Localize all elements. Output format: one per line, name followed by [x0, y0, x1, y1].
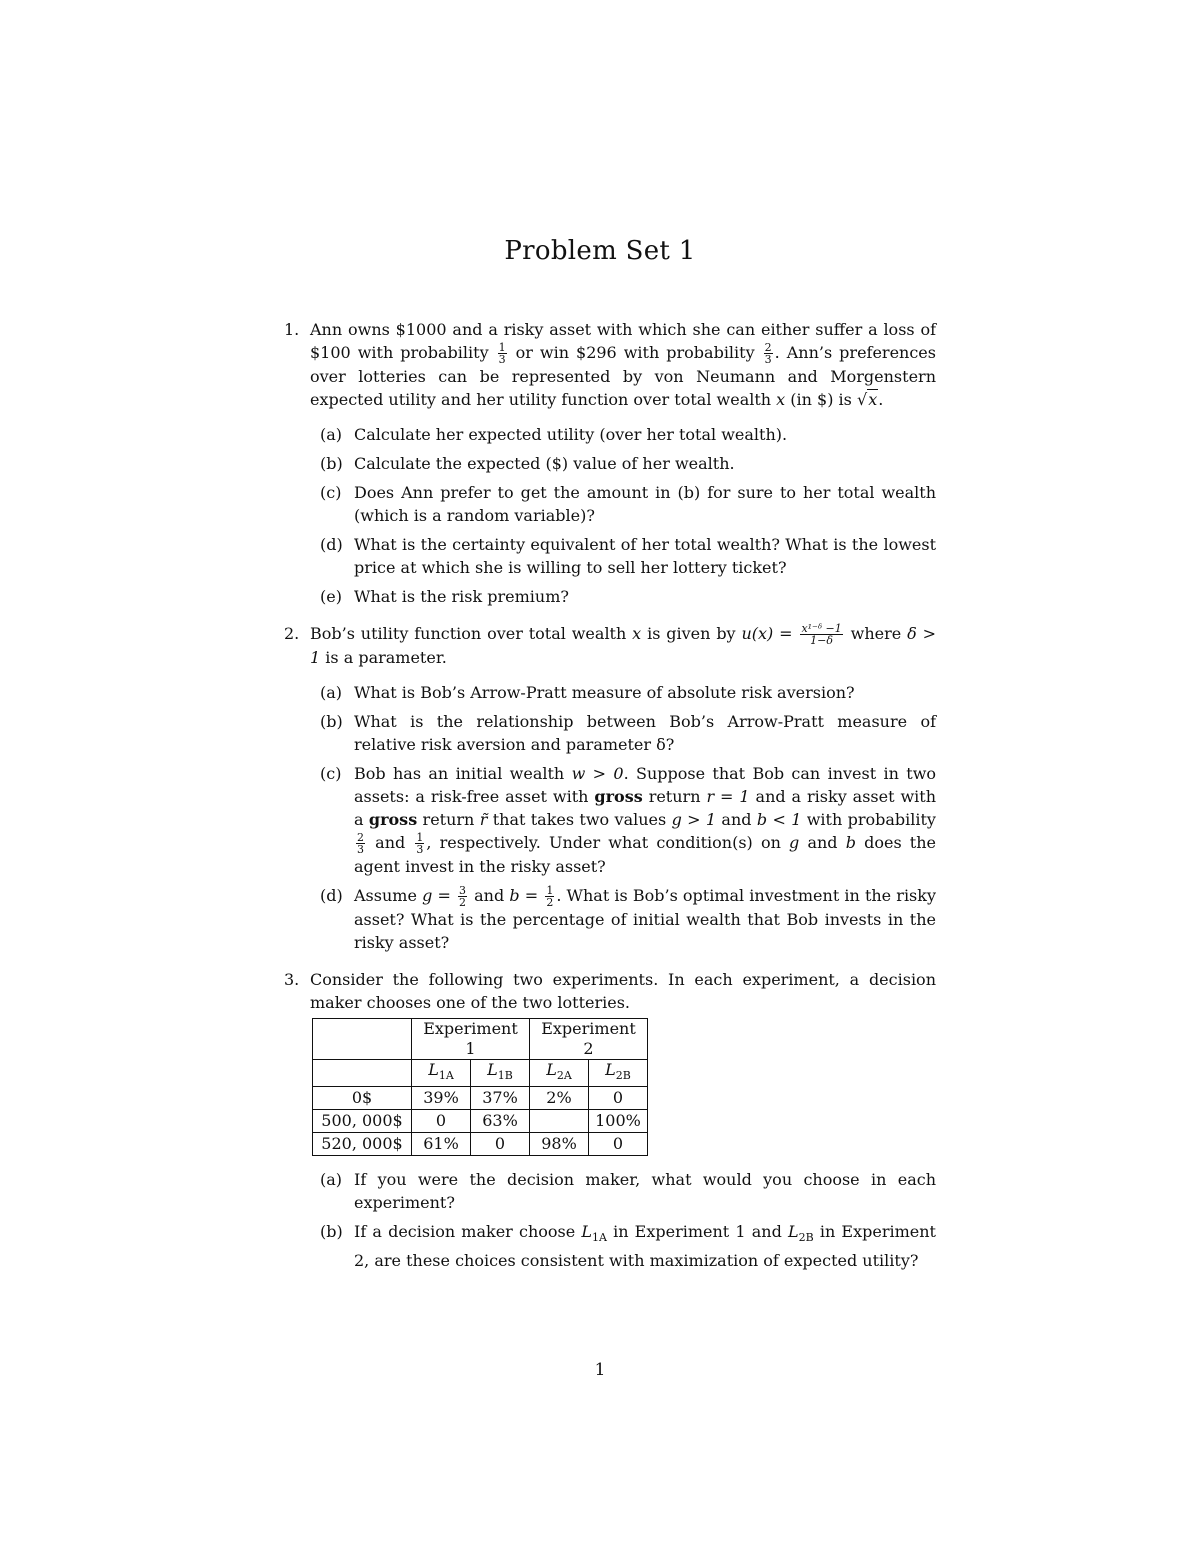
bold-term: gross [594, 787, 643, 806]
lottery-base: L [581, 1222, 592, 1242]
table-cell [530, 1110, 589, 1133]
math-expression: u(x) = [741, 624, 793, 643]
math-variable: b [845, 833, 856, 852]
table-cell: 61% [412, 1133, 471, 1156]
subquestion-text: Calculate her expected utility (over her total wealth). [354, 425, 788, 444]
math-expression: r = 1 [706, 787, 750, 806]
problem-number: 1. [284, 320, 300, 339]
table-corner-cell [313, 1060, 412, 1087]
lottery-base: L [605, 1060, 616, 1079]
table-row [313, 1110, 648, 1133]
subquestion-label: (a) [320, 683, 343, 702]
problem-number: 3. [284, 970, 300, 989]
table-cell: 37% [471, 1087, 530, 1110]
lottery-base: L [487, 1060, 498, 1079]
subquestion-list [310, 1168, 936, 1272]
table-cell: 2% [530, 1087, 589, 1110]
table-corner-cell [313, 1019, 412, 1060]
numerator: 1 [416, 831, 424, 844]
table-subheader-row [313, 1060, 648, 1087]
subquestion-text: . What is Bob’s optimal investment in the risky asset? What is the percentage of initial wealth that Bob invests in the risky asset? [354, 886, 937, 952]
math-expression: r̃ [479, 810, 488, 829]
problem-statement: Consider the following two experiments. In each experiment, a decision maker chooses one of the two lotteries. [310, 970, 936, 1012]
subquestion-text: , respectively. Under what condition(s) on [426, 833, 781, 852]
table-cell: 0 [589, 1133, 648, 1156]
square-root: √x [856, 390, 878, 409]
lottery-base: L [546, 1060, 557, 1079]
subquestion-text: Bob has an initial wealth [354, 764, 565, 783]
outcome-label: 500, 000$ [313, 1110, 412, 1133]
statement-text: where [850, 624, 902, 643]
subquestion-2c [310, 762, 936, 878]
problem-statement [310, 622, 936, 669]
subquestion-2b [310, 710, 936, 756]
outcome-label: 520, 000$ [313, 1133, 412, 1156]
table-cell: 0 [589, 1087, 648, 1110]
subquestion-1e [310, 585, 936, 608]
lottery-base: L [787, 1222, 799, 1242]
subquestion-text: Assume [354, 886, 417, 905]
statement-text: is given by [647, 624, 736, 643]
subquestion-text: If a decision maker choose [354, 1222, 576, 1242]
subquestion-text: Does Ann prefer to get the amount in (b) for sure to her total wealth (which is a random variable)? [354, 483, 936, 525]
math-expression: δ > 1 [310, 624, 936, 667]
subquestion-text: does the agent invest in the risky asset? [354, 833, 937, 876]
math-variable: x [632, 624, 642, 643]
subquestion-label: (c) [320, 483, 342, 502]
subquestion-text: with probability [806, 810, 936, 829]
subquestion-label: (e) [320, 587, 342, 606]
table-group-header: Experiment 1 [412, 1019, 530, 1060]
denominator: 1−δ [810, 634, 834, 647]
subquestion-text: Calculate the expected ($) value of her wealth. [354, 454, 735, 473]
lottery-header [589, 1060, 648, 1087]
problem-2 [284, 622, 936, 954]
subquestion-1a [310, 423, 936, 446]
subquestion-text: return [422, 810, 475, 829]
table-cell: 0 [412, 1110, 471, 1133]
subquestion-1c [310, 481, 936, 527]
statement-text: Ann owns $1000 and a risky asset with which she can either suffer a loss of $100 with probability [310, 320, 936, 362]
lottery-subscript: 2A [556, 1069, 572, 1083]
statement-text: . [878, 390, 884, 409]
subquestion-text: If you were the decision maker, what would you choose in each experiment? [354, 1170, 936, 1213]
lottery-subscript: 2B [615, 1069, 631, 1083]
subquestion-label: (b) [320, 1222, 343, 1242]
subquestion-text: in Experiment 1 and [613, 1222, 782, 1242]
math-variable: g [789, 833, 800, 852]
subquestion-label: (a) [320, 1170, 343, 1190]
table-header-row [313, 1019, 648, 1060]
subquestion-text: in Experiment 2, are these choices consistent with maximization of expected utility? [354, 1222, 936, 1271]
denominator: 2 [459, 896, 466, 909]
fraction [545, 885, 554, 908]
lottery-subscript: 2B [798, 1231, 814, 1245]
page-number: 1 [594, 1360, 606, 1380]
subquestion-text: and [807, 833, 838, 852]
math-variable: x [776, 390, 786, 409]
table-cell: 39% [412, 1087, 471, 1110]
table-cell: 0 [471, 1133, 530, 1156]
problem-3 [284, 968, 936, 1272]
subquestion-text: and [375, 833, 406, 852]
subquestion-1d [310, 533, 936, 579]
numerator: 1 [498, 341, 506, 354]
math-expression: b = [509, 886, 539, 905]
math-expression: b < 1 [756, 810, 802, 829]
table-cell: 100% [589, 1110, 648, 1133]
subquestion-text: What is the risk premium? [354, 587, 569, 606]
numerator: 1 [546, 884, 554, 897]
table-row [313, 1133, 648, 1156]
subquestion-label: (c) [320, 764, 342, 783]
subquestion-text: What is Bob’s Arrow-Pratt measure of absolute risk aversion? [354, 683, 855, 702]
subquestion-text: . Suppose that Bob can invest in two assets: a risk-free asset with [354, 764, 937, 806]
subquestion-text: that takes two values [492, 810, 667, 829]
outcome-label: 0$ [313, 1087, 412, 1110]
numerator: 2 [357, 831, 364, 844]
denominator: 3 [357, 843, 364, 856]
table-cell: 63% [471, 1110, 530, 1133]
lottery-subscript: 1A [591, 1231, 607, 1245]
fraction [415, 832, 424, 855]
subquestion-text: What is the relationship between Bob’s Arrow-Pratt measure of relative risk aversion and parameter δ? [354, 712, 936, 754]
subquestion-label: (d) [320, 886, 343, 905]
subquestion-label: (b) [320, 712, 343, 731]
problem-1 [284, 318, 936, 608]
fraction [764, 342, 773, 365]
statement-text: . Ann’s preferences over lotteries can be represented by von Neumann and Morgenstern expected utility and her utility function over total wealth [310, 343, 936, 409]
lottery-header [412, 1060, 471, 1087]
numerator: x¹⁻ᵟ −1 [801, 622, 842, 635]
subquestion-list [310, 681, 936, 954]
table-group-header: Experiment 2 [530, 1019, 648, 1060]
fraction [498, 342, 507, 365]
statement-text: (in $) is [790, 390, 852, 409]
bold-term: gross [368, 810, 418, 829]
math-expression: g = [422, 886, 451, 905]
denominator: 3 [416, 843, 424, 856]
problem-statement [310, 318, 936, 411]
subquestion-label: (b) [320, 454, 343, 473]
math-expression: w > 0 [571, 764, 624, 783]
lottery-base: L [428, 1060, 439, 1079]
subquestion-text: and [474, 886, 505, 905]
lottery-header [471, 1060, 530, 1087]
subquestion-label: (d) [320, 535, 343, 554]
subquestion-text: and a risky asset with a [354, 787, 937, 829]
math-expression: g > 1 [671, 810, 717, 829]
subquestion-text: return [648, 787, 701, 806]
statement-text: Bob’s utility function over total wealth [310, 624, 627, 643]
fraction [458, 885, 467, 908]
subquestion-2d [310, 884, 936, 954]
subquestion-3b [310, 1220, 936, 1272]
table-row [313, 1087, 648, 1110]
statement-text: is a parameter. [325, 648, 447, 667]
subquestion-1b [310, 452, 936, 475]
subquestion-2a [310, 681, 936, 704]
subquestion-text: What is the certainty equivalent of her total wealth? What is the lowest price at which she is willing to sell her lottery ticket? [354, 535, 936, 577]
lottery-header [530, 1060, 589, 1087]
subquestion-list [310, 423, 936, 608]
denominator: 2 [546, 896, 554, 909]
lottery-subscript: 1B [497, 1069, 513, 1083]
table-cell: 98% [530, 1133, 589, 1156]
numerator: 2 [764, 341, 772, 354]
problem-number: 2. [284, 624, 300, 643]
page-title: Problem Set 1 [504, 236, 696, 266]
subquestion-3a [310, 1168, 936, 1214]
lottery-table [312, 1018, 648, 1156]
radicand: x [868, 390, 878, 409]
denominator: 3 [498, 353, 506, 366]
lottery-subscript: 1A [438, 1069, 454, 1083]
numerator: 3 [459, 884, 466, 897]
denominator: 3 [764, 353, 772, 366]
fraction [356, 832, 365, 855]
problem-list [284, 318, 936, 1286]
statement-text: or win $296 with probability [515, 343, 755, 362]
fraction [800, 623, 842, 646]
subquestion-label: (a) [320, 425, 343, 444]
subquestion-text: and [721, 810, 752, 829]
